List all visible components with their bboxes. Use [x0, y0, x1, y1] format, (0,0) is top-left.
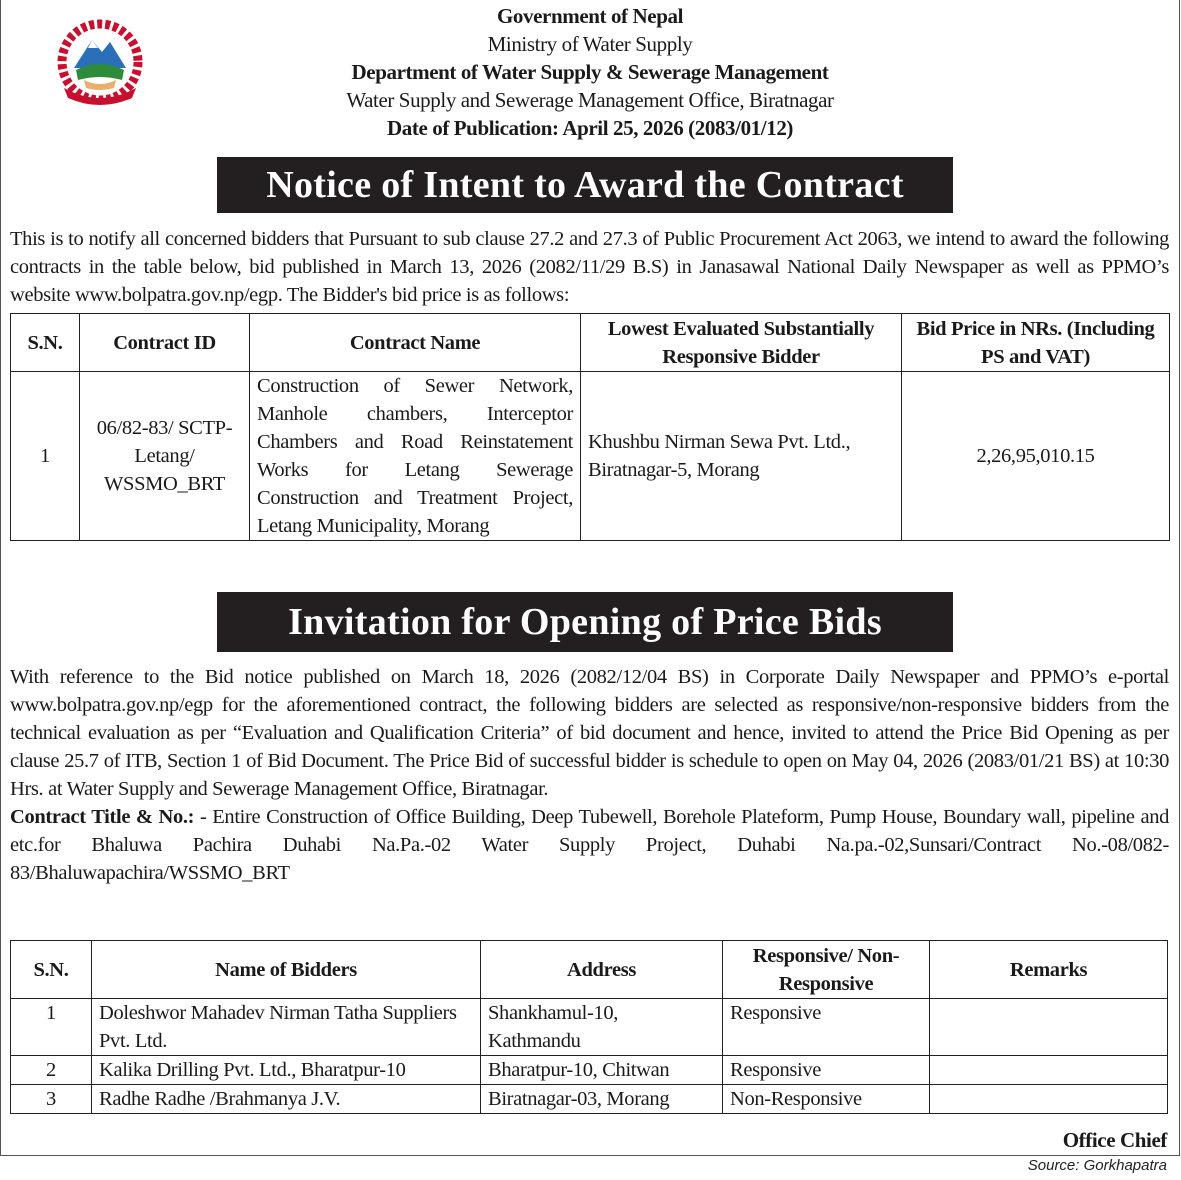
table-row	[11, 1056, 1168, 1085]
contract-title-label: Contract Title & No.:	[10, 806, 195, 828]
cell-bidder-name: Radhe Radhe /Brahmanya J.V.	[92, 1085, 481, 1114]
cell-bidder: Khushbu Nirman Sewa Pvt. Ltd., Biratnagar-5, Morang	[581, 372, 902, 541]
nepal-emblem-logo	[52, 18, 148, 110]
award-table	[10, 313, 1170, 541]
table-row	[11, 999, 1168, 1056]
cell-sn: 1	[11, 999, 92, 1056]
col-remarks: Remarks	[930, 941, 1168, 999]
ministry-name: Ministry of Water Supply	[487, 32, 693, 56]
cell-address: Shankhamul-10, Kathmandu	[481, 999, 723, 1056]
publication-date: Date of Publication: April 25, 2026 (2083/01/12)	[386, 116, 794, 140]
col-address: Address	[481, 941, 723, 999]
cell-contract-name: Construction of Sewer Network, Manhole chambers, Interceptor Chambers and Road Reinstatement Works for Letang Sewerage Construction and Treatment Project, Letang Municipality, Morang	[250, 372, 581, 541]
col-contract-id: Contract ID	[80, 314, 250, 372]
cell-status: Responsive	[723, 1056, 930, 1085]
col-bidder-name: Name of Bidders	[92, 941, 481, 999]
source-credit: Source: Gorkhapatra	[1027, 1157, 1167, 1174]
col-bid-price: Bid Price in NRs. (Including PS and VAT)	[902, 314, 1170, 372]
office-name: Water Supply and Sewerage Management Office, Biratnagar	[346, 88, 834, 112]
cell-bid-price: 2,26,95,010.15	[902, 372, 1170, 541]
col-responsive: Responsive/ Non-Responsive	[723, 941, 930, 999]
col-contract-name: Contract Name	[250, 314, 581, 372]
cell-bidder-name: Kalika Drilling Pvt. Ltd., Bharatpur-10	[92, 1056, 481, 1085]
invitation-text: With reference to the Bid notice published on March 18, 2026 (2082/12/04 BS) in Corporate Daily Newspaper and PPMO’s e-portal www.bolpatra.gov.np/egp for the aforementioned contract, the following bidders are selected as responsive/non-responsive bidders from the technical evaluation as per “Evaluation and Qualification Criteria” of bid document and hence, invited to attend the Price Bid Opening as per clause 25.7 of ITB, Section 1 of Bid Document. The Price Bid of successful bidder is schedule to open on May 04, 2026 (2083/01/21 BS) at 10:30 Hrs. at Water Supply and Sewerage Management Office, Biratnagar.	[10, 666, 1169, 800]
col-bidder: Lowest Evaluated Substantially Responsive Bidder	[581, 314, 902, 372]
col-sn: S.N.	[11, 941, 92, 999]
contract-title-text: - Entire Construction of Office Building, Deep Tubewell, Borehole Plateform, Pump House, Boundary wall, pipeline and etc.for Bhaluwa Pachira Duhabi Na.Pa.-02 Water Supply Project, Duhabi Na.pa.-02,Sunsari/Contract No.-08/082-83/Bhaluwapachira/WSSMO_BRT	[10, 806, 1169, 884]
cell-sn: 2	[11, 1056, 92, 1085]
letterhead	[200, 2, 980, 142]
cell-address: Biratnagar-03, Morang	[481, 1085, 723, 1114]
cell-status: Responsive	[723, 999, 930, 1056]
bidders-table	[10, 940, 1168, 1114]
cell-status: Non-Responsive	[723, 1085, 930, 1114]
table-row	[11, 1085, 1168, 1114]
col-sn: S.N.	[11, 314, 80, 372]
cell-sn: 1	[11, 372, 80, 541]
government-name: Government of Nepal	[496, 4, 684, 28]
department-name: Department of Water Supply & Sewerage Management	[351, 60, 829, 84]
cell-address: Bharatpur-10, Chitwan	[481, 1056, 723, 1085]
cell-bidder-name: Doleshwor Mahadev Nirman Tatha Suppliers Pvt. Ltd.	[92, 999, 481, 1056]
cell-remarks	[930, 999, 1168, 1056]
notice-title: Notice of Intent to Award the Contract	[217, 157, 953, 213]
notice-body: This is to notify all concerned bidders that Pursuant to sub clause 27.2 and 27.3 of Public Procurement Act 2063, we intend to award the following contracts in the table below, bid published in March 13, 2026 (2082/11/29 B.S) in Janasawal National Daily Newspaper as well as PPMO’s website www.bolpatra.gov.np/egp. The Bidder's bid price is as follows:	[10, 228, 1169, 306]
cell-contract-id: 06/82-83/ SCTP-Letang/ WSSMO_BRT	[80, 372, 250, 541]
cell-remarks	[930, 1085, 1168, 1114]
signature-office-chief: Office Chief	[1062, 1128, 1167, 1152]
cell-sn: 3	[11, 1085, 92, 1114]
cell-remarks	[930, 1056, 1168, 1085]
invitation-body	[10, 663, 1169, 887]
invitation-title: Invitation for Opening of Price Bids	[217, 592, 953, 652]
table-row	[11, 372, 1170, 541]
